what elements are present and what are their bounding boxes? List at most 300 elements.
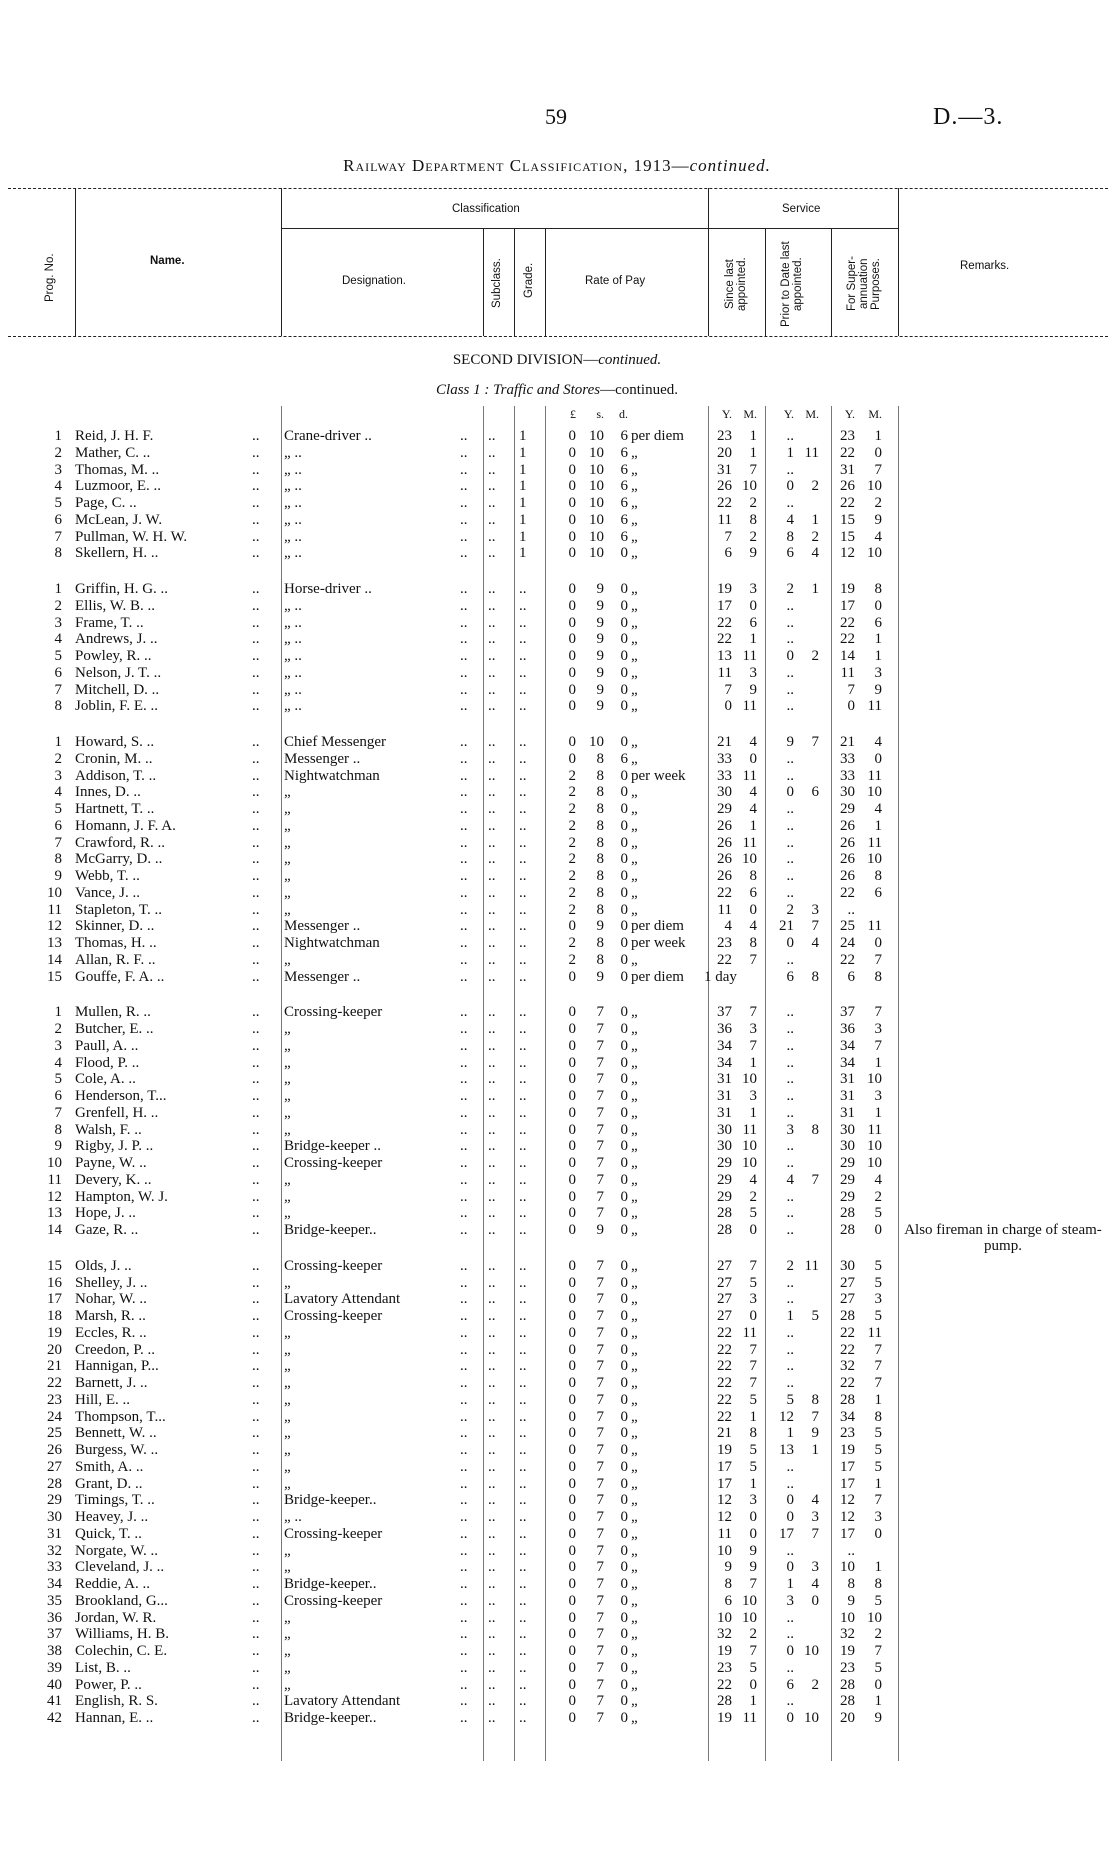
since-years-cell: 1 day <box>704 968 737 985</box>
subclass-cell: .. <box>488 801 496 817</box>
subclass-cell: .. <box>488 1308 496 1324</box>
pay-period-cell: „ <box>631 734 638 750</box>
table-row <box>0 1425 1114 1442</box>
header-divider <box>898 188 899 336</box>
subclass-cell: .. <box>488 631 496 648</box>
prior-months-cell: 2 <box>811 1676 819 1693</box>
since-months-cell: 6 <box>749 614 757 631</box>
grade-cell: 1 <box>519 528 527 545</box>
grade-cell: .. <box>519 1222 527 1238</box>
pay-shillings-cell: 8 <box>596 750 604 767</box>
prog-no-cell: 7 <box>54 681 62 698</box>
since-years-cell: 31 <box>717 461 732 478</box>
pay-pounds-cell: 0 <box>568 581 576 597</box>
leader-dots-cell: .. <box>252 461 260 478</box>
since-months-cell: 7 <box>749 1576 757 1592</box>
pay-pounds-cell: 0 <box>568 1088 576 1104</box>
header-bottom-rule <box>8 336 1108 337</box>
pay-shillings-cell: 7 <box>596 1425 604 1442</box>
prog-no-cell: 8 <box>54 851 62 868</box>
super-months-cell: 3 <box>874 1291 882 1308</box>
super-months-cell: 9 <box>874 681 882 698</box>
since-months-cell: 3 <box>749 581 757 597</box>
name-cell: Hampton, W. J. <box>75 1188 168 1205</box>
super-months-cell: 11 <box>867 1121 882 1138</box>
super-years-cell: 30 <box>840 1257 855 1274</box>
table-row <box>0 1122 1114 1139</box>
prog-no-cell: 8 <box>54 1121 62 1138</box>
designation-cell: „ <box>284 1171 291 1188</box>
super-months-cell: 1 <box>874 1693 882 1710</box>
grade-cell: .. <box>519 851 527 868</box>
grade-cell: 1 <box>519 444 527 461</box>
pay-pounds-cell: 0 <box>568 1626 576 1643</box>
since-years-cell: 28 <box>717 1693 732 1710</box>
since-months-cell: 4 <box>749 1171 757 1188</box>
leader-dots-cell: .. <box>252 1358 260 1375</box>
super-years-cell: 32 <box>840 1626 855 1643</box>
prog-no-cell: 21 <box>47 1358 62 1375</box>
pay-period-cell: „ <box>631 1121 638 1138</box>
super-months-cell: 9 <box>874 1710 882 1726</box>
since-months-cell: 5 <box>749 1205 757 1222</box>
grade-cell: .. <box>519 734 527 750</box>
leader-dots-cell: .. <box>460 1643 468 1659</box>
leader-dots-cell: .. <box>460 1054 468 1071</box>
leader-dots-cell: .. <box>460 581 468 597</box>
pay-period-cell: „ <box>631 1341 638 1358</box>
prior-months-cell: 3 <box>811 901 819 918</box>
super-years-cell: 29 <box>840 801 855 817</box>
pay-pounds-cell: 0 <box>568 597 576 614</box>
since-years-cell: 23 <box>717 428 732 444</box>
name-cell: Luzmoor, E. .. <box>75 478 162 495</box>
prior-years-cell: .. <box>786 461 794 478</box>
prior-years-cell: 0 <box>786 1509 794 1525</box>
pay-pounds-cell: 0 <box>568 1138 576 1155</box>
leader-dots-cell: .. <box>252 801 260 817</box>
table-row <box>0 1138 1114 1155</box>
class-heading <box>0 382 1114 399</box>
since-years-cell: 19 <box>717 1710 732 1726</box>
super-months-cell: 1 <box>874 1104 882 1121</box>
pay-pence-cell: 0 <box>620 648 628 664</box>
prior-years-cell: 3 <box>786 1121 794 1138</box>
since-years-cell: 27 <box>717 1308 732 1324</box>
subclass-cell: .. <box>488 1021 496 1037</box>
grade-cell: .. <box>519 1710 527 1726</box>
super-months-cell: 10 <box>867 545 882 562</box>
super-years-cell: 17 <box>840 1475 855 1492</box>
grade-cell: .. <box>519 1308 527 1324</box>
name-cell: Olds, J. .. <box>75 1257 132 1274</box>
pay-period-cell: „ <box>631 1188 638 1205</box>
since-years-cell: 22 <box>717 884 732 901</box>
grade-cell: .. <box>519 1626 527 1643</box>
pay-shillings-cell: 8 <box>596 884 604 901</box>
pay-pence-cell: 0 <box>620 767 628 784</box>
pay-pounds-cell: 0 <box>568 1155 576 1171</box>
pay-shillings-cell: 7 <box>596 1375 604 1391</box>
designation-cell: Crossing-keeper <box>284 1257 383 1274</box>
since-months-cell: 10 <box>742 1071 757 1088</box>
name-cell: Devery, K. .. <box>75 1171 152 1188</box>
pay-pounds-cell: 0 <box>568 681 576 698</box>
since-months-cell: 7 <box>749 1037 757 1054</box>
pay-period-cell: „ <box>631 1274 638 1291</box>
super-years-cell: 29 <box>840 1188 855 1205</box>
grade-cell: .. <box>519 1425 527 1442</box>
pay-pence-cell: 0 <box>620 1341 628 1358</box>
super-months-cell: 8 <box>874 1408 882 1425</box>
name-cell: English, R. S. <box>75 1693 158 1710</box>
name-cell: Mullen, R. .. <box>75 1004 151 1021</box>
pay-pence-cell: 6 <box>620 428 628 444</box>
leader-dots-cell: .. <box>460 1188 468 1205</box>
prog-no-cell: 11 <box>47 901 62 918</box>
pay-pence-cell: 0 <box>620 1525 628 1542</box>
pay-pounds-cell: 0 <box>568 1222 576 1238</box>
since-years-cell: 6 <box>724 1592 732 1609</box>
since-months-cell: 0 <box>749 1509 757 1525</box>
subclass-cell: .. <box>488 597 496 614</box>
table-row <box>0 698 1114 715</box>
pay-pence-cell: 0 <box>620 1425 628 1442</box>
prog-no-cell: 10 <box>47 1155 62 1171</box>
since-years-cell: 7 <box>724 528 732 545</box>
pay-shillings-cell: 8 <box>596 834 604 851</box>
designation-cell: „ <box>284 1088 291 1104</box>
grade-cell: .. <box>519 1458 527 1475</box>
leader-dots-cell: .. <box>460 1222 468 1238</box>
prog-no-cell: 24 <box>47 1408 62 1425</box>
name-cell: Cole, A. .. <box>75 1071 136 1088</box>
subclass-cell: .. <box>488 1071 496 1088</box>
leader-dots-cell: .. <box>460 1358 468 1375</box>
super-months-cell: 10 <box>867 1155 882 1171</box>
prior-years-cell: 2 <box>786 901 794 918</box>
since-months-cell: 6 <box>749 884 757 901</box>
since-years-cell: 27 <box>717 1291 732 1308</box>
pay-pounds-cell: 0 <box>568 1710 576 1726</box>
designation-cell: Crane-driver .. <box>284 428 372 444</box>
prior-years-cell: .. <box>786 767 794 784</box>
super-months-cell: 5 <box>874 1458 882 1475</box>
prior-months-cell: 7 <box>811 1408 819 1425</box>
designation-cell: „ <box>284 1391 291 1408</box>
leader-dots-cell: .. <box>252 1676 260 1693</box>
table-row <box>0 1205 1114 1222</box>
grade-cell: .. <box>519 1291 527 1308</box>
grade-cell: .. <box>519 1054 527 1071</box>
since-months-cell: 9 <box>749 1542 757 1559</box>
since-months-cell: 9 <box>749 545 757 562</box>
name-cell: Crawford, R. .. <box>75 834 165 851</box>
pay-period-cell: „ <box>631 1425 638 1442</box>
leader-dots-cell: .. <box>252 935 260 951</box>
designation-cell: Crossing-keeper <box>284 1308 383 1324</box>
leader-dots-cell: .. <box>252 1188 260 1205</box>
designation-cell: „ .. <box>284 648 302 664</box>
leader-dots-cell: .. <box>460 750 468 767</box>
designation-cell: „ <box>284 1475 291 1492</box>
leader-dots-cell: .. <box>252 784 260 801</box>
super-years-cell: 34 <box>840 1037 855 1054</box>
grade-cell: .. <box>519 1171 527 1188</box>
since-months-cell: 7 <box>749 1643 757 1659</box>
pay-shillings-cell: 10 <box>589 495 604 511</box>
pay-shillings-cell: 8 <box>596 767 604 784</box>
super-years-cell: 23 <box>840 428 855 444</box>
pay-pounds-cell: 0 <box>568 1171 576 1188</box>
name-cell: Innes, D. .. <box>75 784 141 801</box>
pay-pounds-cell: 2 <box>568 784 576 801</box>
subclass-cell: .. <box>488 784 496 801</box>
since-months-cell: 7 <box>749 1004 757 1021</box>
since-months-cell: 10 <box>742 1138 757 1155</box>
since-months-cell: 1 <box>749 631 757 648</box>
since-years-cell: 31 <box>717 1104 732 1121</box>
grade-cell: .. <box>519 834 527 851</box>
pay-shillings-cell: 7 <box>596 1442 604 1458</box>
table-row <box>0 734 1114 751</box>
leader-dots-cell: .. <box>460 631 468 648</box>
pay-period-cell: „ <box>631 1324 638 1341</box>
since-months-cell: 8 <box>749 511 757 528</box>
name-cell: Thomas, M. .. <box>75 461 160 478</box>
pay-shillings-cell: 8 <box>596 801 604 817</box>
name-cell: Mather, C. .. <box>75 444 151 461</box>
leader-dots-cell: .. <box>252 664 260 681</box>
pay-pence-cell: 0 <box>620 1609 628 1626</box>
pay-pounds-cell: 0 <box>568 734 576 750</box>
super-years-cell: 37 <box>840 1004 855 1021</box>
pay-shillings-cell: 7 <box>596 1205 604 1222</box>
pay-pounds-cell: 0 <box>568 1442 576 1458</box>
super-years-cell: 26 <box>840 834 855 851</box>
table-row <box>0 648 1114 665</box>
leader-dots-cell: .. <box>460 1425 468 1442</box>
name-cell: Hartnett, T. .. <box>75 801 155 817</box>
pay-pounds-cell: 0 <box>568 1492 576 1509</box>
super-months-cell: 7 <box>874 461 882 478</box>
pay-pounds-cell: 0 <box>568 1391 576 1408</box>
super-years-cell: 29 <box>840 1171 855 1188</box>
name-cell: Joblin, F. E. .. <box>75 698 158 715</box>
super-years-cell: 31 <box>840 461 855 478</box>
prior-months-cell: 4 <box>811 935 819 951</box>
pay-pounds-cell: 0 <box>568 1693 576 1710</box>
pay-shillings-cell: 9 <box>596 918 604 935</box>
pay-pence-cell: 0 <box>620 817 628 834</box>
pay-period-cell: „ <box>631 1659 638 1676</box>
grade-cell: .. <box>519 935 527 951</box>
table-row <box>0 1258 1114 1275</box>
pay-shillings-cell: 7 <box>596 1509 604 1525</box>
prior-years-cell: .. <box>786 1375 794 1391</box>
pay-pence-cell: 0 <box>620 801 628 817</box>
leader-dots-cell: .. <box>460 1291 468 1308</box>
subclass-cell: .. <box>488 444 496 461</box>
since-years-cell: 23 <box>717 935 732 951</box>
leader-dots-cell: .. <box>460 734 468 750</box>
since-years-cell: 22 <box>717 1358 732 1375</box>
leader-dots-cell: .. <box>252 1104 260 1121</box>
super-years-cell: 33 <box>840 750 855 767</box>
header-grade: Grade. <box>523 262 535 298</box>
since-years-cell: 19 <box>717 1643 732 1659</box>
prog-no-cell: 1 <box>54 581 62 597</box>
name-cell: Marsh, R. .. <box>75 1308 146 1324</box>
subclass-cell: .. <box>488 1592 496 1609</box>
leader-dots-cell: .. <box>252 1375 260 1391</box>
pay-pounds-cell: 0 <box>568 1592 576 1609</box>
name-cell: Skellern, H. .. <box>75 545 159 562</box>
pay-period-cell: „ <box>631 1559 638 1576</box>
subclass-cell: .. <box>488 935 496 951</box>
leader-dots-cell: .. <box>460 851 468 868</box>
leader-dots-cell: .. <box>460 1492 468 1509</box>
prog-no-cell: 1 <box>54 428 62 444</box>
header-prog-no: Prog. No. <box>44 253 56 303</box>
subclass-cell: .. <box>488 461 496 478</box>
prog-no-cell: 28 <box>47 1475 62 1492</box>
units-row <box>0 406 1114 423</box>
super-years-cell: 19 <box>840 1442 855 1458</box>
pay-pounds-cell: 0 <box>568 1425 576 1442</box>
since-years-cell: 12 <box>717 1509 732 1525</box>
pay-pounds-cell: 0 <box>568 444 576 461</box>
super-months-cell: 7 <box>874 1375 882 1391</box>
prior-years-cell: 17 <box>779 1525 794 1542</box>
pay-pence-cell: 0 <box>620 545 628 562</box>
designation-cell: „ <box>284 1104 291 1121</box>
subclass-cell: .. <box>488 1188 496 1205</box>
pay-pence-cell: 0 <box>620 1375 628 1391</box>
pay-shillings-cell: 10 <box>589 545 604 562</box>
subclass-cell: .. <box>488 1088 496 1104</box>
grade-cell: .. <box>519 1391 527 1408</box>
pay-pence-cell: 0 <box>620 631 628 648</box>
leader-dots-cell: .. <box>460 1458 468 1475</box>
table-row <box>0 1342 1114 1359</box>
designation-cell: „ .. <box>284 664 302 681</box>
header-divider <box>831 228 832 336</box>
since-months-cell: 4 <box>749 734 757 750</box>
remarks-cell: Also fireman in charge of steam-pump. <box>904 1222 1102 1254</box>
pay-pence-cell: 0 <box>620 1054 628 1071</box>
since-years-cell: 22 <box>717 614 732 631</box>
since-months-cell: 0 <box>749 901 757 918</box>
super-months-cell: 10 <box>867 1071 882 1088</box>
header-designation: Designation. <box>342 275 406 287</box>
name-cell: Henderson, T... <box>75 1088 167 1104</box>
name-cell: Cleveland, J. .. <box>75 1559 165 1576</box>
table-row <box>0 1526 1114 1543</box>
super-months-cell: 0 <box>874 935 882 951</box>
header-name: Name. <box>150 255 185 267</box>
since-months-cell: 8 <box>749 935 757 951</box>
pay-pounds-cell: 0 <box>568 1104 576 1121</box>
designation-cell: „ <box>284 1425 291 1442</box>
leader-dots-cell: .. <box>252 918 260 935</box>
super-months-cell: 3 <box>874 1509 882 1525</box>
table-row <box>0 1643 1114 1660</box>
grade-cell: .. <box>519 1021 527 1037</box>
pay-pounds-cell: 0 <box>568 1659 576 1676</box>
pay-pence-cell: 0 <box>620 1542 628 1559</box>
table-row <box>0 478 1114 495</box>
table-row <box>0 935 1114 952</box>
super-years-cell: 15 <box>840 528 855 545</box>
since-months-cell: 0 <box>749 1676 757 1693</box>
prior-years-cell: 1 <box>786 1576 794 1592</box>
prog-no-cell: 4 <box>54 784 62 801</box>
pay-pence-cell: 0 <box>620 1188 628 1205</box>
pay-pence-cell: 6 <box>620 444 628 461</box>
since-years-cell: 13 <box>717 648 732 664</box>
since-months-cell: 5 <box>749 1659 757 1676</box>
leader-dots-cell: .. <box>252 1257 260 1274</box>
super-months-cell: 5 <box>874 1592 882 1609</box>
super-months-cell: 4 <box>874 528 882 545</box>
since-years-cell: 22 <box>717 1341 732 1358</box>
leader-dots-cell: .. <box>252 581 260 597</box>
since-months-cell: 4 <box>749 784 757 801</box>
designation-cell: „ <box>284 1542 291 1559</box>
unit-months: M. <box>868 407 882 421</box>
pay-period-cell: „ <box>631 1492 638 1509</box>
since-years-cell: 30 <box>717 1138 732 1155</box>
pay-shillings-cell: 10 <box>589 428 604 444</box>
pay-shillings-cell: 9 <box>596 597 604 614</box>
table-row <box>0 835 1114 852</box>
super-months-cell: 5 <box>874 1442 882 1458</box>
super-years-cell: 30 <box>840 784 855 801</box>
table-row <box>0 1610 1114 1627</box>
super-years-cell: 22 <box>840 951 855 968</box>
designation-cell: „ <box>284 1358 291 1375</box>
pay-period-cell: „ <box>631 868 638 884</box>
pay-period-cell: „ <box>631 495 638 511</box>
grade-cell: .. <box>519 1088 527 1104</box>
subclass-cell: .. <box>488 1626 496 1643</box>
since-months-cell: 2 <box>749 495 757 511</box>
prior-years-cell: 0 <box>786 784 794 801</box>
super-months-cell: 1 <box>874 631 882 648</box>
leader-dots-cell: .. <box>252 495 260 511</box>
subclass-cell: .. <box>488 1341 496 1358</box>
table-row <box>0 682 1114 699</box>
pay-pounds-cell: 0 <box>568 478 576 495</box>
table-row <box>0 1325 1114 1342</box>
since-months-cell: 8 <box>749 868 757 884</box>
since-months-cell: 1 <box>749 1408 757 1425</box>
prior-years-cell: .. <box>786 1037 794 1054</box>
subclass-cell: .. <box>488 428 496 444</box>
pay-pounds-cell: 0 <box>568 1475 576 1492</box>
subclass-cell: .. <box>488 1054 496 1071</box>
prog-no-cell: 12 <box>47 918 62 935</box>
since-years-cell: 31 <box>717 1071 732 1088</box>
pay-shillings-cell: 7 <box>596 1088 604 1104</box>
super-months-cell: 1 <box>874 1559 882 1576</box>
subclass-cell: .. <box>488 817 496 834</box>
leader-dots-cell: .. <box>460 545 468 562</box>
prior-months-cell: 8 <box>811 1121 819 1138</box>
pay-pence-cell: 0 <box>620 681 628 698</box>
prior-years-cell: 1 <box>786 1308 794 1324</box>
